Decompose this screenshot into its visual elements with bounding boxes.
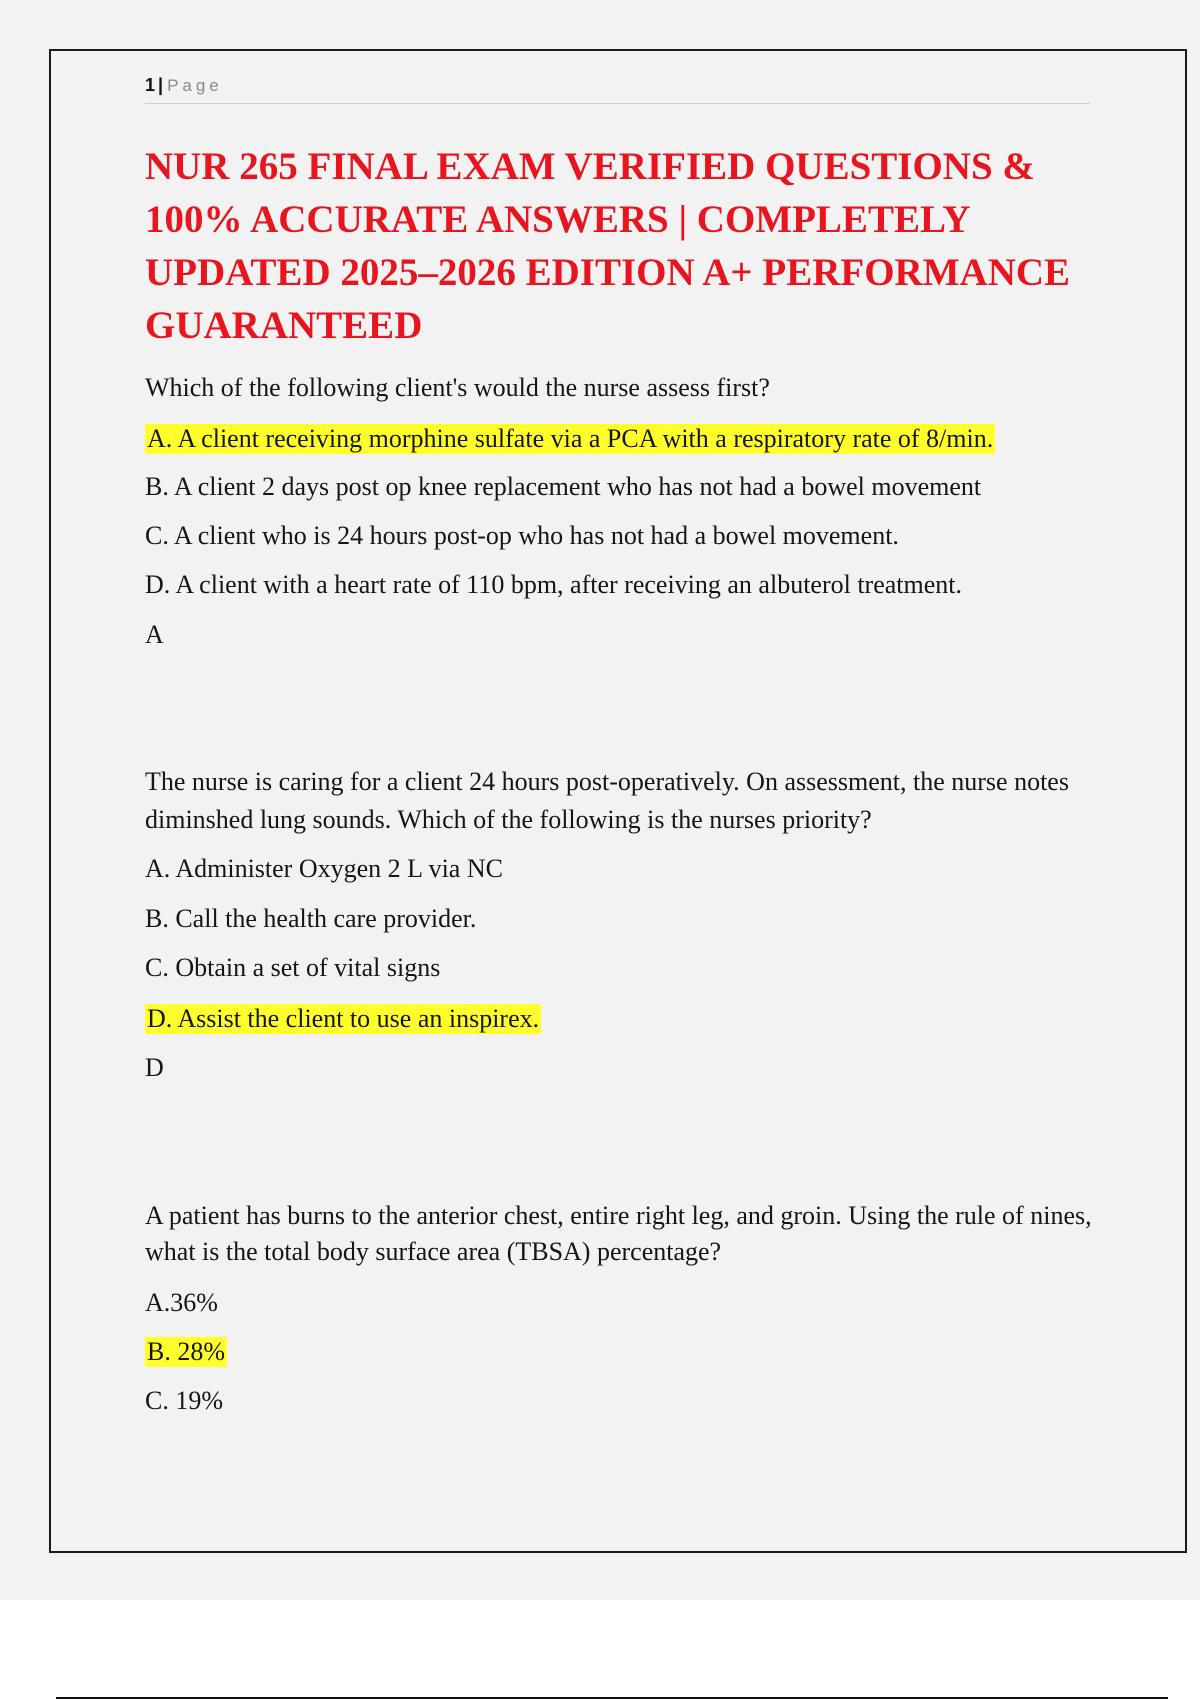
option-b [145, 1337, 1100, 1367]
option-c [145, 1386, 1100, 1416]
page-label: Page [167, 76, 223, 95]
answer-key [145, 620, 1100, 650]
option-text: A.36% [145, 1288, 218, 1317]
option-c [145, 953, 1100, 983]
question-stem: Which of the following client's would the nurse assess first? [145, 373, 770, 402]
option-b [145, 904, 1100, 934]
option-text: C. Obtain a set of vital signs [145, 953, 441, 982]
option-d [145, 1004, 1100, 1034]
option-d [145, 570, 1100, 600]
document-title: NUR 265 FINAL EXAM VERIFIED QUESTIONS & 100% ACCURATE ANSWERS | COMPLETELY UPDATED 2025–2026 EDITION A+ PERFORMANCE GUARANTEED [145, 145, 1071, 347]
highlighted-option: B. 28% [147, 1337, 225, 1366]
page-separator: | [158, 75, 164, 95]
question-stem: A patient has burns to the anterior chest, entire right leg, and groin. Using the rule of nines, what is the total body surface area (TBSA) percentage? [145, 1201, 1092, 1266]
option-text: B. Call the health care provider. [145, 904, 477, 933]
option-a [145, 424, 1100, 454]
highlighted-option: A. A client receiving morphine sulfate via a PCA with a respiratory rate of 8/min. [147, 424, 994, 453]
option-b [145, 472, 1100, 502]
option-text: D. A client with a heart rate of 110 bpm, after receiving an albuterol treatment. [145, 570, 963, 599]
option-c [145, 521, 1100, 551]
question-3 [145, 1198, 1100, 1270]
page-number: 1 [145, 75, 156, 95]
page-header [145, 72, 1090, 104]
highlighted-option: D. Assist the client to use an inspirex. [147, 1004, 540, 1033]
option-a [145, 854, 1100, 884]
question-2 [145, 763, 1100, 839]
option-a [145, 1288, 1100, 1318]
answer-text: D [145, 1053, 164, 1082]
option-text: C. 19% [145, 1386, 223, 1415]
answer-text: A [145, 620, 164, 649]
option-text: A. Administer Oxygen 2 L via NC [145, 854, 503, 883]
question-stem: The nurse is caring for a client 24 hours post-operatively. On assessment, the nurse notes diminshed lung sounds. Which of the following is the nurses priority? [145, 767, 1069, 834]
footer-rule [56, 1697, 1168, 1699]
option-text: B. A client 2 days post op knee replacement who has not had a bowel movement [145, 472, 982, 501]
option-text: C. A client who is 24 hours post-op who has not had a bowel movement. [145, 521, 899, 550]
answer-key [145, 1053, 1100, 1083]
question-1 [145, 369, 1100, 407]
